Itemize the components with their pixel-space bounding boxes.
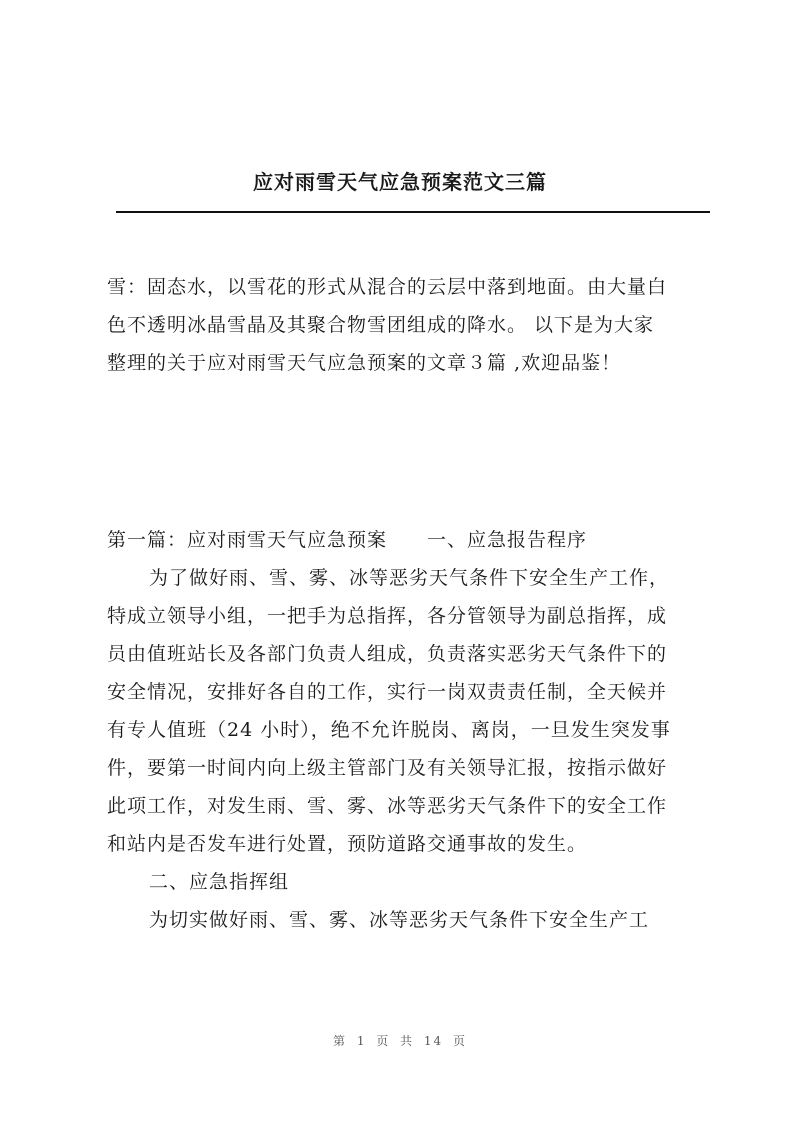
body-line: 此项工作，对发生雨、雪、雾、冰等恶劣天气条件下的安全工作 (107, 795, 668, 817)
title-rule (116, 211, 710, 213)
intro-line: 色不透明冰晶雪晶及其聚合物雪团组成的降水。 以下是为大家 (107, 314, 655, 336)
body-line: 特成立领导小组，一把手为总指挥，各分管领导为副总指挥，成 (107, 605, 668, 627)
body-line: 员由值班站长及各部门负责人组成，负责落实恶劣天气条件下的 (107, 643, 668, 665)
body-line: 安全情况，安排好各自的工作，实行一岗双责责任制，全天候并 (107, 681, 668, 703)
section-heading: 第一篇：应对雨雪天气应急预案 (107, 529, 388, 551)
intro-paragraph (107, 268, 707, 382)
body-line: 为切实做好雨、雪、雾、冰等恶劣天气条件下安全生产工 (149, 909, 650, 931)
body-line: 有专人值班（24 小时），绝不允许脱岗、离岗，一旦发生突发事 (107, 719, 671, 741)
section-subheading: 一、应急报告程序 (427, 529, 588, 551)
intro-line: 雪：固态水，以雪花的形式从混合的云层中落到地面。由大量白 (107, 276, 668, 298)
body-line: 件，要第一时间内向上级主管部门及有关领导汇报，按指示做好 (107, 757, 668, 779)
section-body (107, 521, 707, 939)
section-heading-line (107, 521, 707, 559)
body-line: 和站内是否发车进行处置，预防道路交通事故的发生。 (107, 833, 588, 855)
page-title: 应对雨雪天气应急预案范文三篇 (253, 170, 547, 194)
subsection-heading: 二、应急指挥组 (149, 871, 290, 893)
page-footer: 第 1 页 共 14 页 (333, 1034, 467, 1048)
body-line: 为了做好雨、雪、雾、冰等恶劣天气条件下安全生产工作， (149, 567, 670, 589)
intro-line: 整理的关于应对雨雪天气应急预案的文章３篇 ,欢迎品鉴！ (107, 352, 622, 374)
